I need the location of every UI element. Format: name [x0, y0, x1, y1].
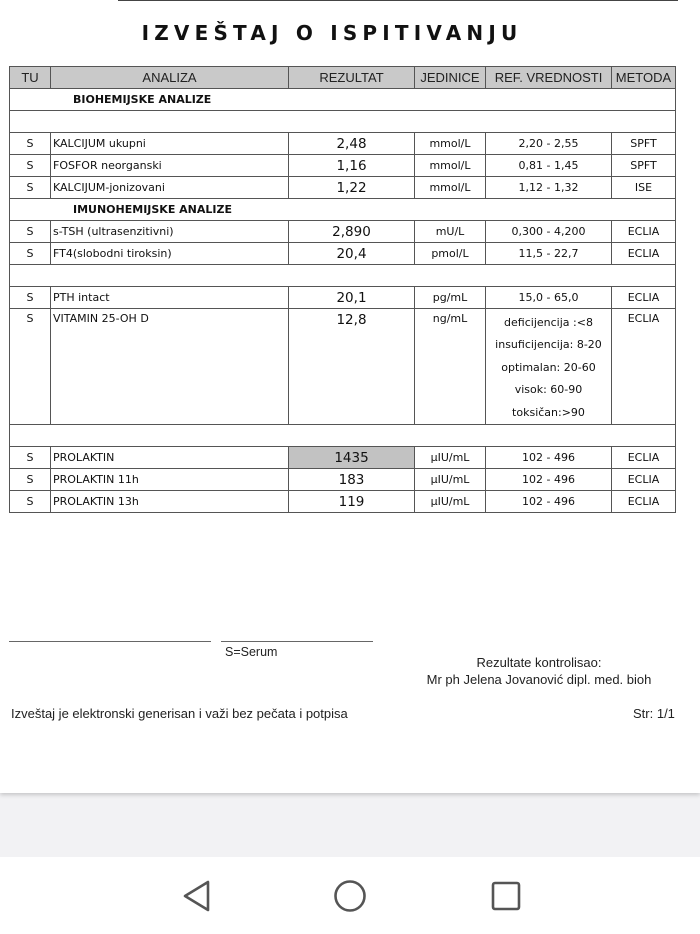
ref-line: toksičan:>90: [512, 405, 585, 419]
cell-ref: 2,20 - 2,55: [486, 133, 612, 155]
cell-tu: S: [10, 221, 51, 243]
cell-jedinice: pg/mL: [415, 287, 486, 309]
cell-ref: 102 - 496: [486, 447, 612, 469]
back-icon: [177, 876, 217, 916]
cell-metoda: ECLIA: [612, 287, 676, 309]
recent-apps-button[interactable]: [486, 876, 526, 916]
cell-analiza: PTH intact: [51, 287, 289, 309]
home-button[interactable]: [330, 876, 370, 916]
cell-rezultat: 1,16: [289, 155, 415, 177]
cell-analiza: FOSFOR neorganski: [51, 155, 289, 177]
controlled-by-label: Rezultate kontrolisao:: [476, 655, 602, 670]
cell-analiza: KALCIJUM ukupni: [51, 133, 289, 155]
cell-analiza: VITAMIN 25-OH D: [51, 309, 289, 425]
cell-tu: S: [10, 469, 51, 491]
cell-tu: S: [10, 287, 51, 309]
cell-analiza: s-TSH (ultrasenzitivni): [51, 221, 289, 243]
cell-ref: 102 - 496: [486, 469, 612, 491]
cell-rezultat: 12,8: [289, 309, 415, 425]
cell-tu: S: [10, 177, 51, 199]
cell-rezultat: 119: [289, 491, 415, 513]
cell-rezultat: 20,4: [289, 243, 415, 265]
signature-line: [9, 641, 211, 642]
cell-rezultat: 1,22: [289, 177, 415, 199]
report-title: IZVEŠTAJ O ISPITIVANJU: [141, 21, 523, 45]
blank-row: [10, 265, 676, 287]
section-label: IMUNOHEMIJSKE ANALIZE: [10, 199, 676, 221]
cell-jedinice: mmol/L: [415, 155, 486, 177]
cell-jedinice: mmol/L: [415, 133, 486, 155]
table-header-row: [10, 67, 676, 89]
cell-rezultat: 183: [289, 469, 415, 491]
ref-line: optimalan: 20-60: [501, 360, 596, 374]
cell-jedinice: µIU/mL: [415, 469, 486, 491]
cell-analiza: PROLAKTIN 11h: [51, 469, 289, 491]
cell-ref: 11,5 - 22,7: [486, 243, 612, 265]
col-header-rezultat: REZULTAT: [289, 67, 415, 89]
signature-line: [221, 641, 373, 642]
cell-jedinice: µIU/mL: [415, 491, 486, 513]
cell-rezultat: 2,890: [289, 221, 415, 243]
cell-jedinice: ng/mL: [415, 309, 486, 425]
cell-rezultat: 20,1: [289, 287, 415, 309]
table-row: [10, 447, 676, 469]
cell-tu: S: [10, 243, 51, 265]
section-row: [10, 89, 676, 111]
cell-jedinice: pmol/L: [415, 243, 486, 265]
cell-rezultat: 2,48: [289, 133, 415, 155]
cell-metoda: ECLIA: [612, 221, 676, 243]
system-navigation-bar: [0, 857, 700, 934]
ref-line: insuficijencija: 8-20: [495, 338, 602, 352]
disclaimer: Izveštaj je elektronski generisan i važi bez pečata i potpisa: [11, 706, 348, 721]
cell-metoda: ECLIA: [612, 491, 676, 513]
cell-metoda: ECLIA: [612, 309, 676, 425]
cell-jedinice: mU/L: [415, 221, 486, 243]
cell-metoda: ISE: [612, 177, 676, 199]
cell-tu: S: [10, 133, 51, 155]
table-row: [10, 243, 676, 265]
section-label: BIOHEMIJSKE ANALIZE: [10, 89, 676, 111]
cell-tu: S: [10, 447, 51, 469]
cell-ref: 1,12 - 1,32: [486, 177, 612, 199]
blank-row: [10, 111, 676, 133]
cell-metoda: ECLIA: [612, 469, 676, 491]
home-icon: [330, 876, 370, 916]
ref-line: deficijencija :<8: [504, 316, 593, 329]
cell-analiza: FT4(slobodni tiroksin): [51, 243, 289, 265]
blank-row: [10, 425, 676, 447]
section-row: [10, 199, 676, 221]
results-table: [9, 66, 676, 513]
cell-ref: 0,300 - 4,200: [486, 221, 612, 243]
table-row: [10, 309, 676, 425]
table-row: [10, 469, 676, 491]
cell-analiza: KALCIJUM-jonizovani: [51, 177, 289, 199]
cell-ref-ranges: [486, 309, 612, 425]
serum-note: S=Serum: [225, 645, 278, 659]
cell-metoda: ECLIA: [612, 447, 676, 469]
cell-tu: S: [10, 491, 51, 513]
col-header-jedinice: JEDINICE: [415, 67, 486, 89]
top-rule: [118, 0, 678, 1]
recent-apps-icon: [486, 876, 526, 916]
page-number: Str: 1/1: [633, 706, 675, 721]
table-row: [10, 155, 676, 177]
cell-ref: 15,0 - 65,0: [486, 287, 612, 309]
cell-ref: 0,81 - 1,45: [486, 155, 612, 177]
cell-tu: S: [10, 309, 51, 425]
table-row: [10, 221, 676, 243]
cell-metoda: ECLIA: [612, 243, 676, 265]
cell-analiza: PROLAKTIN: [51, 447, 289, 469]
controller-name: Mr ph Jelena Jovanović dipl. med. bioh: [426, 672, 652, 687]
col-header-metoda: METODA: [612, 67, 676, 89]
table-row: [10, 133, 676, 155]
col-header-analiza: ANALIZA: [51, 67, 289, 89]
cell-tu: S: [10, 155, 51, 177]
cell-jedinice: mmol/L: [415, 177, 486, 199]
back-button[interactable]: [177, 876, 217, 916]
cell-jedinice: µIU/mL: [415, 447, 486, 469]
cell-metoda: SPFT: [612, 133, 676, 155]
cell-rezultat-flagged: 1435: [289, 447, 415, 469]
table-row: [10, 491, 676, 513]
cell-analiza: PROLAKTIN 13h: [51, 491, 289, 513]
table-row: [10, 177, 676, 199]
col-header-tu: TU: [10, 67, 51, 89]
ref-line: visok: 60-90: [514, 383, 583, 397]
cell-ref: 102 - 496: [486, 491, 612, 513]
table-row: [10, 287, 676, 309]
cell-metoda: SPFT: [612, 155, 676, 177]
col-header-ref: REF. VREDNOSTI: [486, 67, 612, 89]
